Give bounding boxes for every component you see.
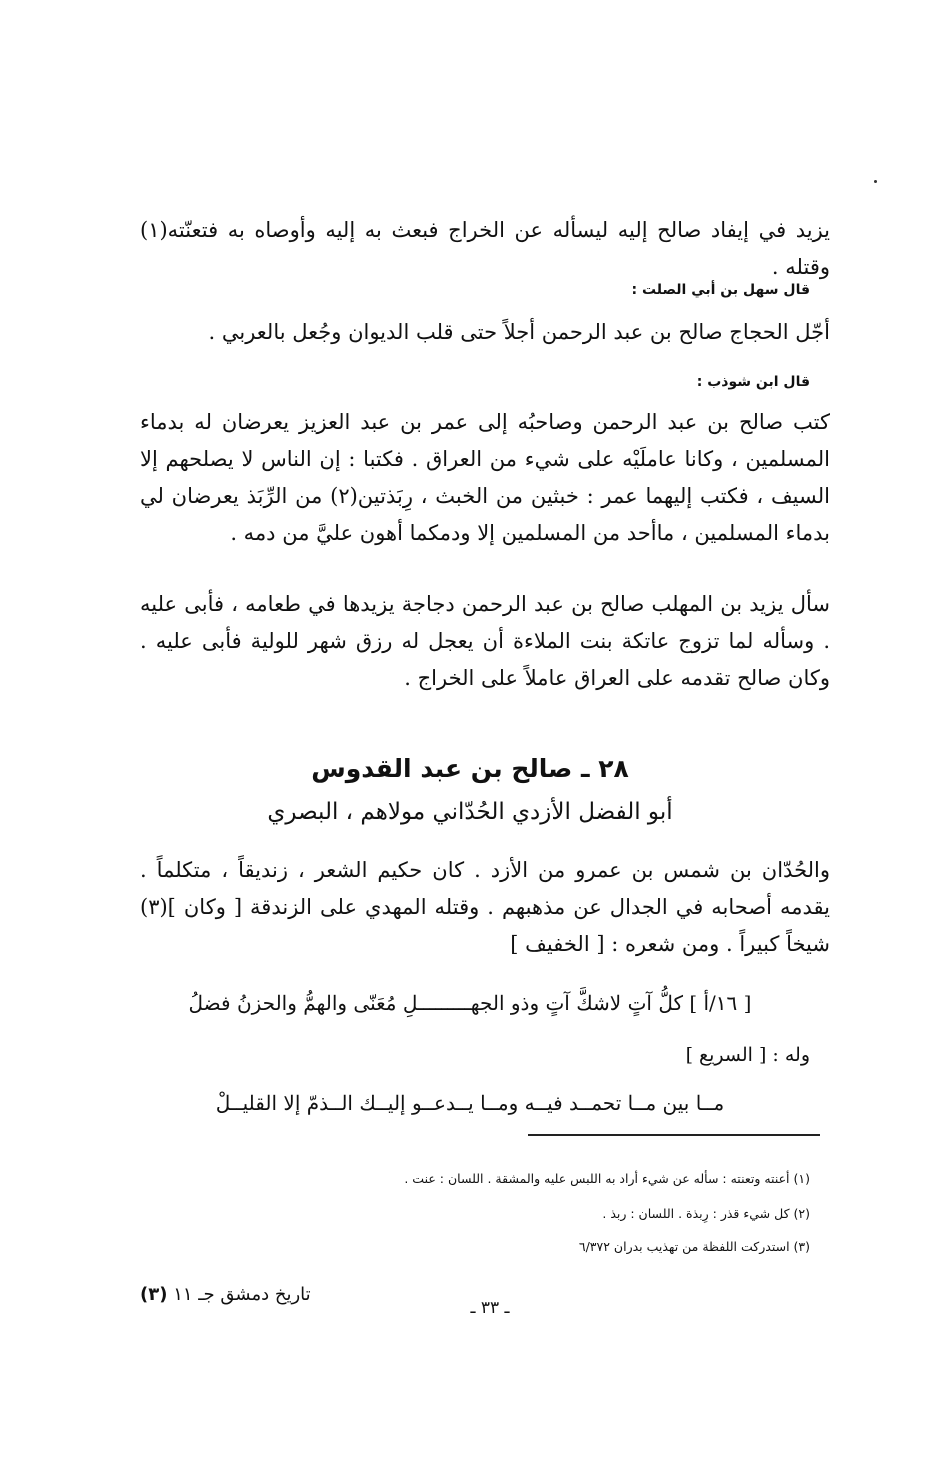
footnote-3: (٣) استدركت اللفظة من تهذيب بدران ٦/٣٧٢	[578, 1239, 810, 1254]
footnote-2: (٢) كل شيء قذر : رِبذة . اللسان : ربذ .	[602, 1206, 810, 1221]
verse-intro-2: وله : [ السريع ]	[685, 1044, 810, 1066]
section-subheading: أبو الفضل الأزدي الحُدّاني مولاهم ، البصري	[267, 799, 673, 825]
verse-line-2: مــا بين مــا تحمــد فيــه ومــا يــدعــو إليــك الــذمّ إلا القليــلْ	[215, 1091, 725, 1115]
body-paragraph-1: يزيد في إيفاد صالح إليه ليسأله عن الخراج فبعث به إليه وأوصاه به فتعنّته(١) وقتله .	[140, 218, 830, 279]
speaker-label-ibn-shawdhab: قال ابن شوذب :	[696, 374, 810, 390]
footnote-1: (١) أعنته وتعنته : سأله عن شيء أراد به اللبس عليه والمشقة . اللسان : عنت .	[404, 1171, 810, 1186]
section-heading: ٢٨ ـ صالح بن عبد القدوس	[311, 754, 629, 783]
body-paragraph-sahl: أجّل الحجاج صالح بن عبد الرحمن أجلاً حتى قلب الديوان وجُعل بالعربي .	[208, 320, 830, 344]
volume-mark: (٣)	[140, 1284, 168, 1305]
footnote-separator	[528, 1134, 820, 1136]
margin-mark	[874, 180, 877, 183]
verse-line-1: [ ١٦/أ ] كلُّ آتٍ لاشكَّ آتٍ وذو الجهـــــــــلِ مُعَنّى والهمُّ والحزنُ فضلُ	[188, 991, 752, 1015]
body-paragraph-ibn-shawdhab: كتب صالح بن عبد الرحمن وصاحبُه إلى عمر بن عبد العزيز يعرضان له بدماء المسلمين ، وكانا عاملَيْه على شيء من العراق . فكتبا : إن الناس لا يصلحهم إلا السيف ، فكتب إليهما عمر : خبثين من الخبث ، رِبَذتين(٢) من الرِّبَذ يعرضان لي بدماء المسلمين ، ماأحد من المسلمين إلا ودمكما أهون عليَّ من دمه .	[140, 410, 830, 545]
speaker-label-sahl: قال سهل بن أبي الصلت :	[631, 282, 810, 298]
body-paragraph-yazid: سأل يزيد بن المهلب صالح بن عبد الرحمن دجاجة يزيدها في طعامه ، فأبى عليه . وسأله لما تزوج عاتكة بنت الملاءة أن يعجل له رزق شهر للولية فأبى عليه . وكان صالح تقدمه على العراق عاملاً على الخراج .	[140, 592, 830, 690]
section-paragraph: والحُدّان بن شمس بن عمرو من الأزد . كان حكيم الشعر ، زنديقاً ، متكلماً . يقدمه أصحابه في الجدال عن مذهبهم . وقتله المهدي على الزندقة [ وكان ](٣) شيخاً كبيراً . ومن شعره : [ الخفيف ]	[140, 858, 830, 956]
running-footer	[140, 1282, 350, 1308]
page-number: ـ ٣٣ ـ	[470, 1298, 510, 1318]
running-title: تاريخ دمشق جـ ١١	[173, 1284, 311, 1305]
